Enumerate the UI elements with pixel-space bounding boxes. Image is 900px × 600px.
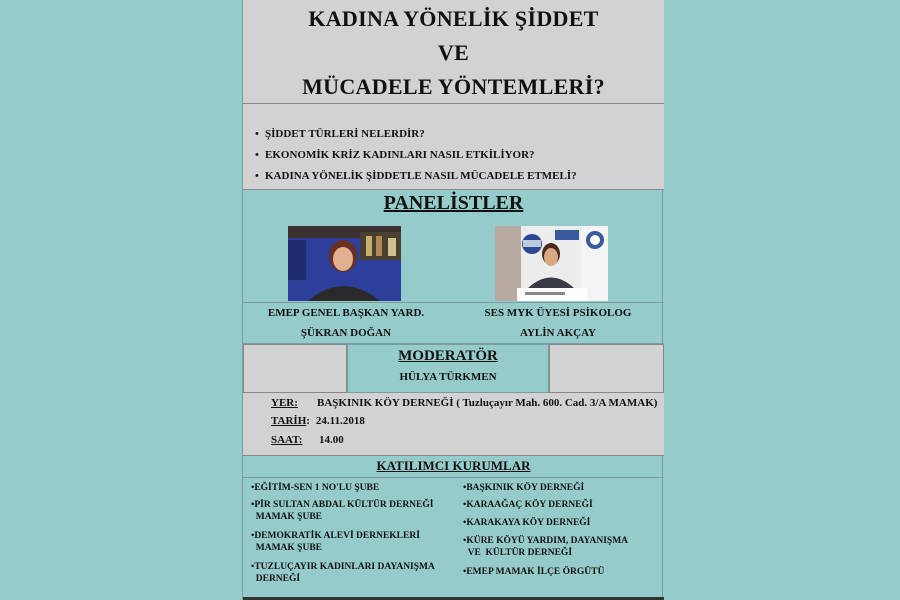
bullet-icon: • (255, 170, 259, 182)
moderator-name: HÜLYA TÜRKMEN (399, 371, 497, 383)
date-value: 24.11.2018 (315, 415, 365, 427)
question-item: • KADINA YÖNELİK ŞİDDETLE NASIL MÜCADELE ETMELİ? (255, 166, 664, 187)
question-item: • ŞİDDET TÜRLERİ NELERDİR? (255, 124, 664, 145)
org-left-1: •EĞİTİM-SEN 1 NO'LU ŞUBE (251, 483, 380, 493)
panelist-1-role: EMEP GENEL BAŞKAN YARD. (267, 307, 425, 319)
moderator-right-panel (549, 344, 664, 393)
event-poster (242, 0, 663, 600)
panelist-2-role: SES MYK ÜYESİ PSİKOLOG (484, 307, 632, 319)
time-row (271, 434, 344, 446)
org-right-1: •BAŞKINIK KÖY DERNEĞİ (463, 483, 585, 493)
date-row: TARİH: 24.11.2018 (271, 415, 365, 427)
org-left-2: •PİR SULTAN ABDAL KÜLTÜR DERNEĞİ MAMAK ŞUBE (251, 500, 434, 522)
place-label: YER: (271, 397, 298, 409)
panelists-heading: PANELİSTLER (383, 192, 524, 214)
panelists-names-box (243, 302, 664, 344)
participants-heading: KATILIMCI KURUMLAR (243, 458, 664, 478)
moderator-box (347, 344, 549, 393)
event-info-box (243, 393, 664, 456)
org-right-2: •KARAAĞAÇ KÖY DERNEĞİ (463, 500, 593, 510)
moderator-heading: MODERATÖR (398, 348, 498, 364)
title-line-2: VE (437, 40, 470, 65)
title-line-1: KADINA YÖNELİK ŞİDDET (308, 6, 599, 31)
org-right-5: •EMEP MAMAK İLÇE ÖRGÜTÜ (463, 567, 605, 577)
time-label: SAAT: (271, 434, 303, 446)
place-value: BAŞKINIK KÖY DERNEĞİ ( Tuzluçayır Mah. 600. Cad. 3/A MAMAK) (317, 397, 658, 409)
time-value: 14.00 (319, 434, 344, 446)
org-right-3: •KARAKAYA KÖY DERNEĞİ (463, 518, 591, 528)
date-label: TARİH (271, 415, 307, 427)
panelist-2-name: AYLİN AKÇAY (520, 327, 596, 339)
title-line-3: MÜCADELE YÖNTEMLERİ? (302, 74, 605, 99)
bullet-icon: • (255, 149, 259, 161)
questions-box (243, 104, 664, 190)
place-row (271, 397, 657, 409)
org-left-4: •TUZLUÇAYIR KADINLARI DAYANIŞMA DERNEĞİ (251, 562, 435, 584)
org-left-3: •DEMOKRATİK ALEVİ DERNEKLERİ MAMAK ŞUBE (251, 531, 420, 553)
bullet-icon: • (255, 128, 259, 140)
panelist-photo-1 (288, 226, 401, 301)
panelist-1-name: ŞÜKRAN DOĞAN (300, 327, 392, 339)
moderator-left-panel (243, 344, 347, 393)
panelist-photo-2 (495, 226, 608, 301)
question-item: • EKONOMİK KRİZ KADINLARI NASIL ETKİLİYOR? (255, 145, 664, 166)
title-box (243, 0, 664, 104)
org-right-4: •KÜRE KÖYÜ YARDIM, DAYANIŞMA VE KÜLTÜR DERNEĞİ (463, 536, 629, 558)
